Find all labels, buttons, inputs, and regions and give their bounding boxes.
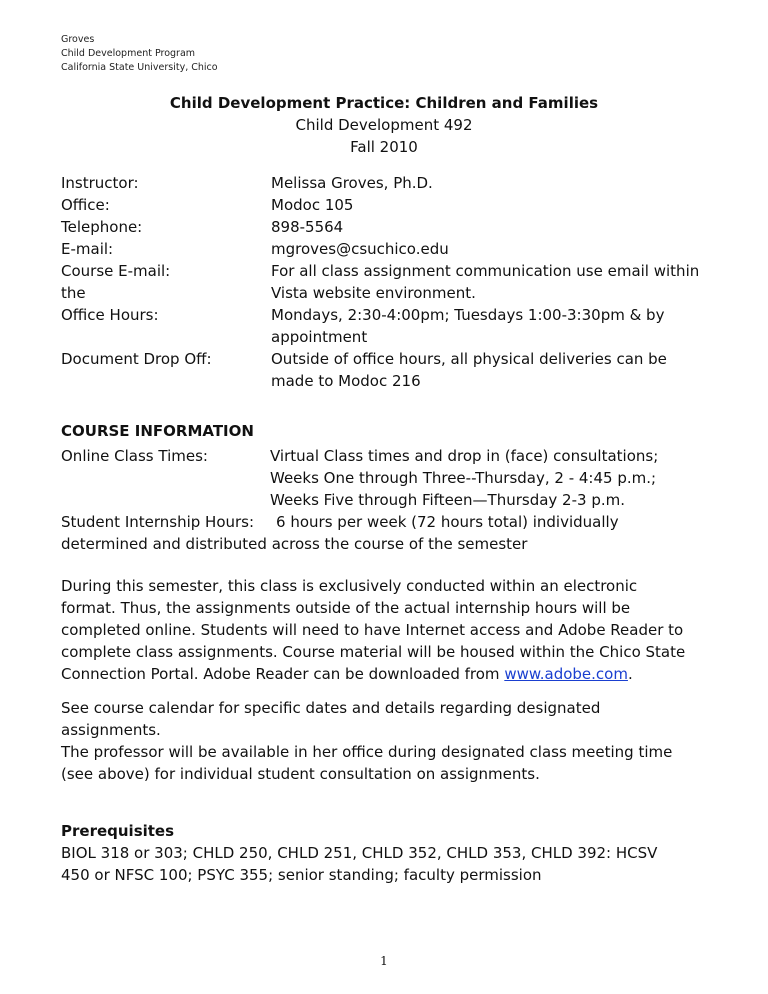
- info-row: [61, 238, 711, 260]
- info-row: [61, 304, 711, 348]
- paragraph-end: .: [627, 665, 633, 683]
- online-times-line: Weeks Five through Fifteen—Thursday 2-3 p.m.: [270, 491, 625, 509]
- online-times-label: Online Class Times:: [61, 447, 208, 465]
- info-row: [61, 194, 711, 216]
- course-information-section: [61, 420, 711, 555]
- paragraph-line: assignments.: [61, 721, 161, 739]
- drop-off-line: made to Modoc 216: [271, 372, 421, 390]
- prerequisites-line: BIOL 318 or 303; CHLD 250, CHLD 251, CHLD 352, CHLD 353, CHLD 392: HCSV: [61, 844, 658, 862]
- drop-off-value: [271, 348, 711, 392]
- delivery-paragraph: [61, 575, 711, 685]
- drop-off-line: Outside of office hours, all physical deliveries can be: [271, 350, 667, 368]
- paragraph-line: The professor will be available in her office during designated class meeting time: [61, 743, 673, 761]
- paragraph-line: format. Thus, the assignments outside of the actual internship hours will be: [61, 599, 631, 617]
- page-number: 1: [380, 954, 388, 968]
- the-label: the: [61, 284, 86, 302]
- info-row: [61, 282, 711, 304]
- paragraph-line: See course calendar for specific dates and details regarding designated: [61, 699, 601, 717]
- drop-off-label: Document Drop Off:: [61, 350, 212, 368]
- paragraph-line: complete class assignments. Course material will be housed within the Chico State: [61, 643, 686, 661]
- office-label: Office:: [61, 196, 110, 214]
- course-title: Child Development Practice: Children and Families: [169, 94, 599, 112]
- office-hours-line: Mondays, 2:30-4:00pm; Tuesdays 1:00-3:30pm & by: [271, 306, 665, 324]
- instructor-label: Instructor:: [61, 174, 139, 192]
- online-times-row: [61, 445, 711, 467]
- header-author: Groves: [61, 34, 95, 45]
- course-email-value: For all class assignment communication use email within: [271, 262, 700, 280]
- internship-line: determined and distributed across the course of the semester: [61, 535, 528, 553]
- paragraph-line: [61, 663, 711, 685]
- internship-value: 6 hours per week (72 hours total) individually: [276, 513, 619, 531]
- vista-value: Vista website environment.: [271, 284, 476, 302]
- online-times-line: Virtual Class times and drop in (face) consultations;: [270, 447, 659, 465]
- paragraph-text: Connection Portal. Adobe Reader can be downloaded from: [61, 665, 505, 683]
- course-number: Child Development 492: [295, 116, 473, 134]
- prerequisites-heading: Prerequisites: [61, 822, 175, 840]
- email-value: mgroves@csuchico.edu: [271, 240, 449, 258]
- prerequisites-line: 450 or NFSC 100; PSYC 355; senior standing; faculty permission: [61, 866, 542, 884]
- adobe-link[interactable]: www.adobe.com: [504, 665, 628, 683]
- header-university: California State University, Chico: [61, 62, 218, 73]
- info-row: [61, 216, 711, 238]
- office-hours-value: [271, 304, 711, 348]
- internship-label: Student Internship Hours:: [61, 513, 255, 531]
- instructor-value: Melissa Groves, Ph.D.: [271, 174, 433, 192]
- course-email-label: Course E-mail:: [61, 262, 171, 280]
- info-row: [61, 260, 711, 282]
- running-header: [61, 33, 218, 75]
- course-title-block: [0, 92, 768, 158]
- office-hours-label: Office Hours:: [61, 306, 159, 324]
- paragraph-line: During this semester, this class is exclusively conducted within an electronic: [61, 577, 638, 595]
- header-program: Child Development Program: [61, 48, 196, 59]
- office-hours-line: appointment: [271, 328, 368, 346]
- telephone-value: 898-5564: [271, 218, 344, 236]
- email-label: E-mail:: [61, 240, 114, 258]
- internship-row: [61, 511, 711, 533]
- prerequisites-section: [61, 820, 711, 886]
- instructor-info-table: [61, 172, 711, 392]
- online-times-line: Weeks One through Three--Thursday, 2 - 4:45 p.m.;: [270, 469, 657, 487]
- course-term: Fall 2010: [350, 138, 418, 156]
- paragraph-line: (see above) for individual student consultation on assignments.: [61, 765, 540, 783]
- info-row: [61, 348, 711, 392]
- telephone-label: Telephone:: [61, 218, 143, 236]
- course-information-heading: COURSE INFORMATION: [61, 422, 254, 440]
- paragraph-line: completed online. Students will need to have Internet access and Adobe Reader to: [61, 621, 684, 639]
- office-value: Modoc 105: [271, 196, 354, 214]
- info-row: [61, 172, 711, 194]
- calendar-paragraph: [61, 697, 711, 785]
